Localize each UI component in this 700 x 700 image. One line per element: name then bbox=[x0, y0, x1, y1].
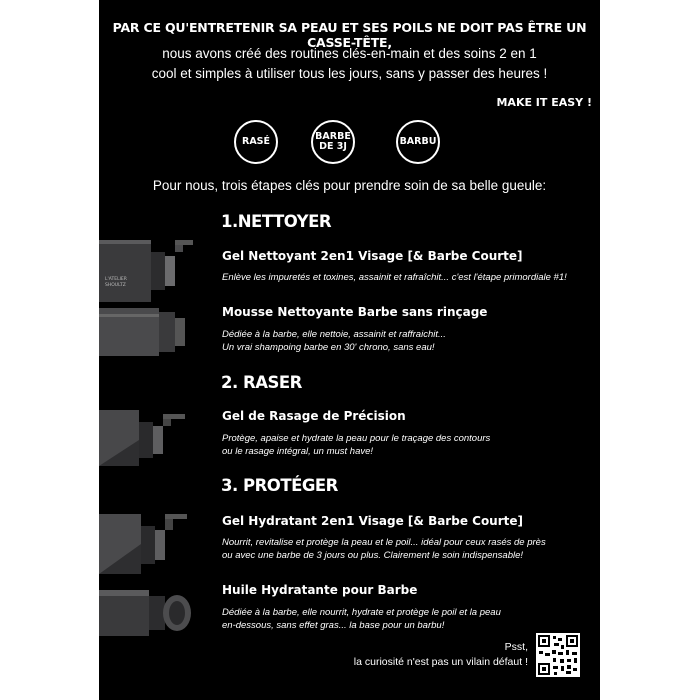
product-desc-mousse-2: Un vrai shampoing barbe en 30' chrono, sans eau! bbox=[222, 342, 435, 353]
product-image-mousse-nettoyante bbox=[99, 300, 199, 360]
product-title-mousse-nettoyante: Mousse Nettoyante Barbe sans rinçage bbox=[222, 305, 488, 319]
section-title-nettoyer: 1.NETTOYER bbox=[221, 212, 332, 231]
product-desc-huile-2: en-dessous, sans effet gras... la base pour un barbu! bbox=[222, 620, 445, 631]
product-title-gel-hydratant: Gel Hydratant 2en1 Visage [& Barbe Courte] bbox=[222, 514, 524, 528]
steps-intro: Pour nous, trois étapes clés pour prendre soin de sa belle gueule: bbox=[152, 178, 547, 193]
intro-line-2: cool et simples à utiliser tous les jours, sans y passer des heures ! bbox=[151, 66, 548, 81]
product-desc-gel-nettoyant: Enlève les impuretés et toxines, assainit et rafraîchit... c'est l'étape primordiale #1! bbox=[222, 272, 567, 283]
badge-rase bbox=[234, 120, 278, 164]
product-title-huile-barbe: Huile Hydratante pour Barbe bbox=[222, 583, 418, 597]
tagline: MAKE IT EASY ! bbox=[496, 96, 592, 109]
footer-note bbox=[354, 640, 528, 670]
badge-rase-label: RASÉ bbox=[242, 136, 270, 147]
product-image-huile-barbe bbox=[99, 580, 199, 642]
qr-code-icon[interactable] bbox=[536, 633, 580, 677]
product-desc-rasage-1: Protège, apaise et hydrate la peau pour le traçage des contours bbox=[222, 433, 491, 444]
product-desc-rasage-2: ou le rasage intégral, un must have! bbox=[222, 446, 374, 457]
footer-line-1: Psst, bbox=[504, 641, 528, 653]
product-desc-hydratant-1: Nourrit, revitalise et protège la peau et le poil... idéal pour ceux rasés de près bbox=[222, 537, 546, 548]
badge-barbe-3j-label-2: DE 3J bbox=[319, 141, 347, 152]
product-desc-hydratant-2: ou avec une barbe de 3 jours ou plus. Clairement le soin indispensable! bbox=[222, 550, 524, 561]
intro-line-1: nous avons créé des routines clés-en-main et des soins 2 en 1 bbox=[162, 46, 537, 61]
product-image-gel-rasage bbox=[99, 400, 199, 470]
product-image-gel-nettoyant bbox=[99, 232, 199, 304]
badge-barbe-3j bbox=[311, 120, 355, 164]
section-title-raser: 2. RASER bbox=[221, 373, 302, 392]
svg-text:L'ATELIER: L'ATELIER bbox=[105, 277, 127, 282]
badge-barbu-label: BARBU bbox=[399, 136, 437, 147]
badge-barbu bbox=[396, 120, 440, 164]
product-desc-mousse-1: Dédiée à la barbe, elle nettoie, assainit et raffraichit... bbox=[222, 329, 446, 340]
section-title-proteger: 3. PROTÉGER bbox=[221, 476, 338, 495]
footer-line-2: la curiosité n'est pas un vilain défaut ! bbox=[353, 656, 528, 668]
headline: PAR CE QU'ENTRETENIR SA PEAU ET SES POILS NE DOIT PAS ÊTRE UN CASSE-TÊTE, bbox=[112, 20, 587, 50]
svg-text:SHOULTZ: SHOULTZ bbox=[105, 283, 126, 288]
badge-barbe-3j-label-1: BARBE bbox=[315, 131, 351, 142]
flyer-sheet bbox=[99, 0, 600, 700]
product-title-gel-rasage: Gel de Rasage de Précision bbox=[222, 409, 406, 423]
product-title-gel-nettoyant: Gel Nettoyant 2en1 Visage [& Barbe Courte] bbox=[222, 249, 523, 263]
product-desc-huile-1: Dédiée à la barbe, elle nourrit, hydrate et protège le poil et la peau bbox=[222, 607, 501, 618]
product-image-gel-hydratant bbox=[99, 500, 199, 578]
